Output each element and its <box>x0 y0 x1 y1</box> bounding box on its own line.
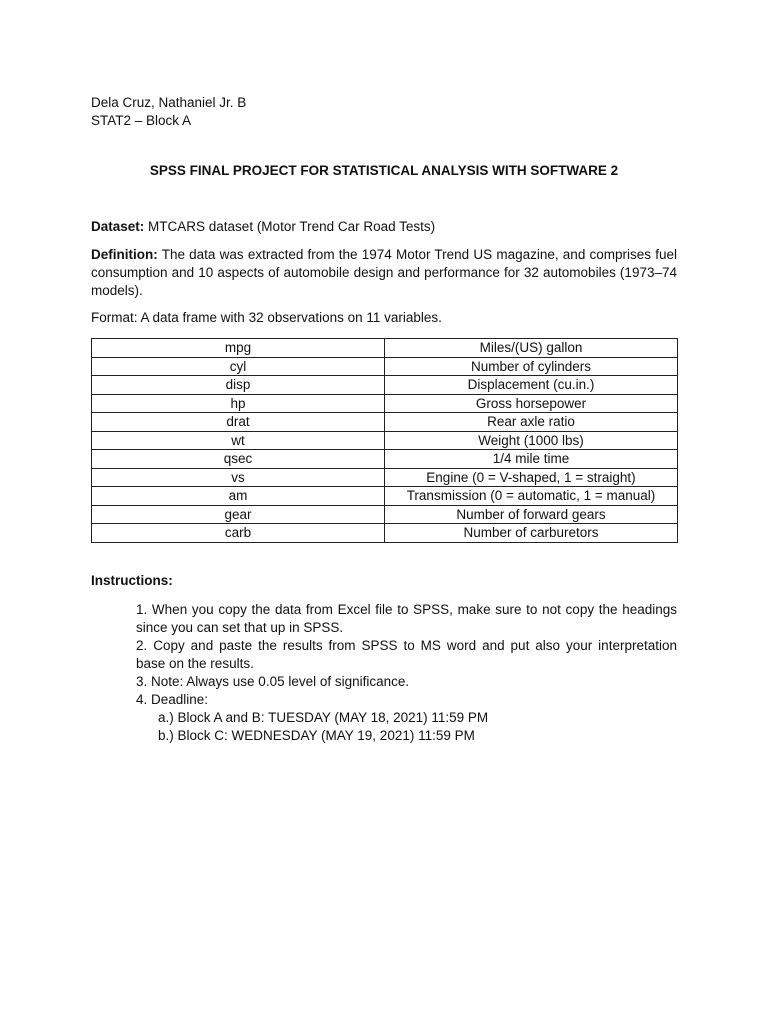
table-row <box>92 487 678 506</box>
author-class: STAT2 – Block A <box>91 113 192 128</box>
variable-desc: Number of carburetors <box>385 524 678 543</box>
table-row <box>92 357 678 376</box>
variable-name: am <box>92 487 385 506</box>
definition-text: The data was extracted from the 1974 Motor Trend US magazine, and comprises fuel consumption and 10 aspects of automobile design and performance for 32 automobiles (1973–74 models). <box>91 247 677 298</box>
dataset-line <box>91 218 677 236</box>
instruction-item: 3. Note: Always use 0.05 level of significance. <box>136 674 410 689</box>
variable-desc: Displacement (cu.in.) <box>385 376 678 395</box>
variable-name: gear <box>92 505 385 524</box>
table-row <box>92 413 678 432</box>
variable-desc: Number of forward gears <box>385 505 678 524</box>
instructions-list <box>136 601 677 745</box>
variable-name: qsec <box>92 450 385 469</box>
table-row <box>92 505 678 524</box>
deadline-item: b.) Block C: WEDNESDAY (MAY 19, 2021) 11:59 PM <box>158 728 475 743</box>
variable-name: wt <box>92 431 385 450</box>
table-row <box>92 524 678 543</box>
table-row <box>92 431 678 450</box>
definition-paragraph <box>91 246 677 300</box>
instructions-heading: Instructions: <box>91 573 173 588</box>
variable-desc: Engine (0 = V-shaped, 1 = straight) <box>385 468 678 487</box>
table-row <box>92 376 678 395</box>
instruction-item: 1. When you copy the data from Excel file to SPSS, make sure to not copy the headings since you can set that up in SPSS. <box>136 602 677 635</box>
variable-desc: Transmission (0 = automatic, 1 = manual) <box>385 487 678 506</box>
variable-name: cyl <box>92 357 385 376</box>
dataset-label: Dataset: <box>91 219 145 234</box>
variable-name: vs <box>92 468 385 487</box>
variable-name: drat <box>92 413 385 432</box>
instruction-item: 4. Deadline: <box>136 692 209 707</box>
variables-table <box>91 338 678 543</box>
variable-desc: Rear axle ratio <box>385 413 678 432</box>
instruction-item: 2. Copy and paste the results from SPSS to MS word and put also your interpretation base on the results. <box>136 638 677 671</box>
variable-desc: Miles/(US) gallon <box>385 339 678 358</box>
variable-name: carb <box>92 524 385 543</box>
author-block <box>91 94 246 130</box>
table-row <box>92 468 678 487</box>
table-row <box>92 450 678 469</box>
variable-desc: 1/4 mile time <box>385 450 678 469</box>
variable-name: disp <box>92 376 385 395</box>
table-row <box>92 394 678 413</box>
table-row <box>92 339 678 358</box>
variable-desc: Gross horsepower <box>385 394 678 413</box>
variable-desc: Weight (1000 lbs) <box>385 431 678 450</box>
variable-desc: Number of cylinders <box>385 357 678 376</box>
variable-name: mpg <box>92 339 385 358</box>
variable-name: hp <box>92 394 385 413</box>
deadline-item: a.) Block A and B: TUESDAY (MAY 18, 2021) 11:59 PM <box>158 710 489 725</box>
author-name: Dela Cruz, Nathaniel Jr. B <box>91 95 247 110</box>
document-title: SPSS FINAL PROJECT FOR STATISTICAL ANALYSIS WITH SOFTWARE 2 <box>149 163 619 178</box>
format-line: Format: A data frame with 32 observations on 11 variables. <box>91 310 442 325</box>
definition-label: Definition: <box>91 247 158 262</box>
dataset-text: MTCARS dataset (Motor Trend Car Road Tests) <box>144 219 436 234</box>
